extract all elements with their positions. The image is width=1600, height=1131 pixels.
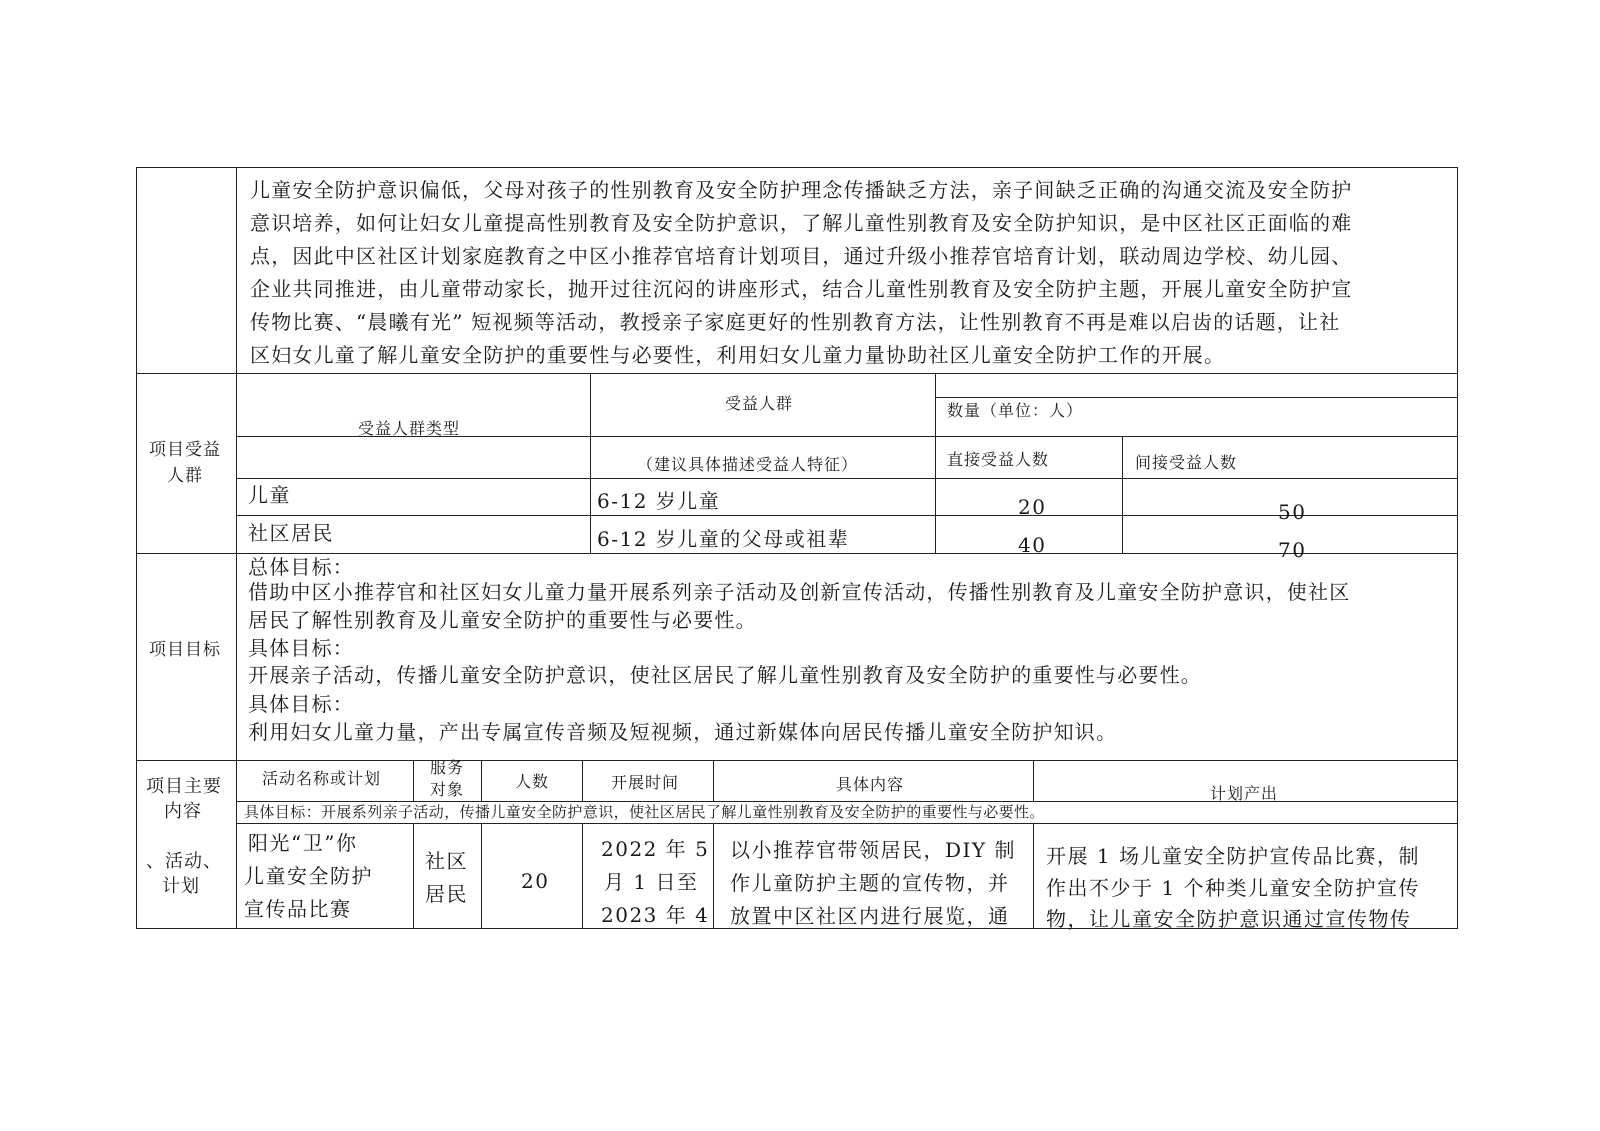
activity-time: 2023 年 4: [601, 903, 710, 927]
activity-name: 儿童安全防护: [244, 864, 373, 888]
act-col-divider-3b: [582, 823, 583, 928]
activity-time: 2022 年 5: [601, 837, 710, 861]
goal-line: 借助中区小推荐官和社区妇女儿童力量开展系列亲子活动及创新宣传活动，传播性别教育及儿童安全防护意识，使社区: [248, 580, 1351, 604]
act-col-divider-3: [582, 760, 583, 801]
intro-line: 企业共同推进，由儿童带动家长，抛开过往沉闷的讲座形式，结合儿童性别教育及安全防护主题，开展儿童安全防护宣: [250, 277, 1353, 301]
row-divider-act-goal: [236, 823, 1458, 824]
intro-line: 区妇女儿童了解儿童安全防护的重要性与必要性，利用妇女儿童力量协助社区儿童安全防护工作的开展。: [250, 343, 1226, 367]
activity-name-header: 活动名称或计划: [262, 769, 382, 788]
goals-section-label: 项目目标: [149, 640, 221, 660]
beneficiary-row-indirect: 70: [1278, 538, 1307, 562]
activity-output: 作出不少于 1 个种类儿童安全防护宣传: [1046, 876, 1420, 900]
table-left-border: [136, 167, 137, 928]
activity-content: 放置中区社区内进行展览，通: [730, 904, 1010, 928]
activity-output: 开展 1 场儿童安全防护宣传品比赛，制: [1046, 844, 1420, 868]
activity-count-header: 人数: [515, 772, 550, 791]
activity-name: 宣传品比赛: [244, 897, 352, 921]
act-col-divider-1b: [413, 823, 414, 928]
act-col-divider-2: [481, 760, 482, 801]
activity-target: 居民: [425, 882, 468, 906]
intro-line: 儿童安全防护意识偏低，父母对孩子的性别教育及安全防护理念传播缺乏方法，亲子间缺乏正确的沟通交流及安全防护: [250, 178, 1353, 202]
beneficiary-row-desc: 6-12 岁儿童的父母或祖辈: [597, 527, 850, 551]
beneficiary-section-label: 项目受益人群: [149, 440, 221, 486]
activities-label-line: 、活动、: [146, 851, 222, 872]
act-col-divider-5: [1033, 760, 1034, 801]
beneficiary-direct-header: 直接受益人数: [947, 450, 1050, 469]
intro-line: 传物比赛、“晨曦有光” 短视频等活动，教授亲子家庭更好的性别教育方法，让性别教育不再是难以启齿的话题，让社: [250, 310, 1341, 334]
row-divider-activities: [136, 760, 1458, 761]
table-top-border: [136, 167, 1458, 168]
beneficiary-row-direct: 20: [1018, 495, 1047, 519]
benef-col-divider-2: [935, 373, 936, 553]
activity-output: 物，让儿童安全防护意识通过宣传物传: [1046, 907, 1412, 931]
goal-line: 具体目标：: [248, 636, 354, 660]
table-right-border: [1457, 167, 1458, 928]
row-divider-intro: [136, 373, 1458, 374]
row-divider-quantity: [935, 397, 1458, 398]
benef-col-divider-1: [590, 373, 591, 553]
activity-target-header: 对象: [430, 780, 465, 799]
intro-line: 意识培养，如何让妇女儿童提高性别教育及安全防护意识，了解儿童性别教育及安全防护知识，是中区社区正面临的难: [250, 211, 1353, 235]
activities-label-line: 项目主要: [146, 776, 222, 797]
row-divider-benef-1: [236, 478, 1458, 479]
goal-line: 利用妇女儿童力量，产出专属宣传音频及短视频，通过新媒体向居民传播儿童安全防护知识。: [248, 720, 1118, 744]
beneficiary-quantity-header: 数量（单位：人）: [947, 401, 1084, 420]
beneficiary-row-desc: 6-12 岁儿童: [597, 489, 721, 513]
activity-output-header: 计划产出: [1210, 784, 1279, 803]
activity-name: 阳光“卫”你: [248, 831, 358, 855]
act-col-divider-1: [413, 760, 414, 801]
beneficiary-row-direct: 40: [1018, 533, 1047, 557]
goal-line: 居民了解性别教育及儿童安全防护的重要性与必要性。: [248, 608, 757, 632]
beneficiary-row-indirect: 50: [1278, 500, 1307, 524]
beneficiary-group-hint: （建议具体描述受益人特征）: [637, 455, 859, 474]
activities-label-line: 内容: [164, 801, 202, 822]
activity-content: 作儿童防护主题的宣传物，并: [730, 871, 1010, 895]
act-col-divider-4b: [713, 823, 714, 928]
activity-count: 20: [521, 869, 550, 893]
row-divider-benef-2: [236, 515, 1458, 516]
beneficiary-group-header: 受益人群: [725, 394, 794, 413]
beneficiary-indirect-header: 间接受益人数: [1135, 453, 1238, 472]
act-col-divider-4: [713, 760, 714, 801]
row-divider-goals: [136, 553, 1458, 554]
activity-time-header: 开展时间: [611, 773, 680, 792]
label-column-divider: [236, 167, 237, 928]
beneficiary-type-header: 受益人群类型: [358, 419, 461, 438]
activity-content: 以小推荐官带领居民，DIY 制: [730, 838, 1016, 862]
activity-time: 月 1 日至: [604, 870, 699, 894]
intro-line: 点，因此中区社区计划家庭教育之中区小推荐官培育计划项目，通过升级小推荐官培育计划，联动周边学校、幼儿园、: [250, 244, 1353, 268]
activity-content-header: 具体内容: [836, 775, 905, 794]
beneficiary-row-type: 社区居民: [248, 521, 334, 545]
activity-target: 社区: [425, 849, 468, 873]
benef-col-divider-3: [1122, 436, 1123, 553]
goal-line: 开展亲子活动，传播儿童安全防护意识，使社区居民了解儿童性别教育及安全防护的重要性与必要性。: [248, 663, 1202, 687]
goal-line: 总体目标：: [248, 555, 354, 579]
act-col-divider-2b: [481, 823, 482, 928]
activity-specific-goal: 具体目标：开展系列亲子活动，传播儿童安全防护意识，使社区居民了解儿童性别教育及安全防护的重要性与必要性。: [244, 803, 1045, 821]
activities-label-line: 计划: [162, 876, 200, 897]
act-col-divider-5b: [1033, 823, 1034, 928]
goal-line: 具体目标：: [248, 692, 354, 716]
beneficiary-row-type: 儿童: [248, 483, 291, 507]
activity-target-header: 服务: [430, 758, 465, 777]
